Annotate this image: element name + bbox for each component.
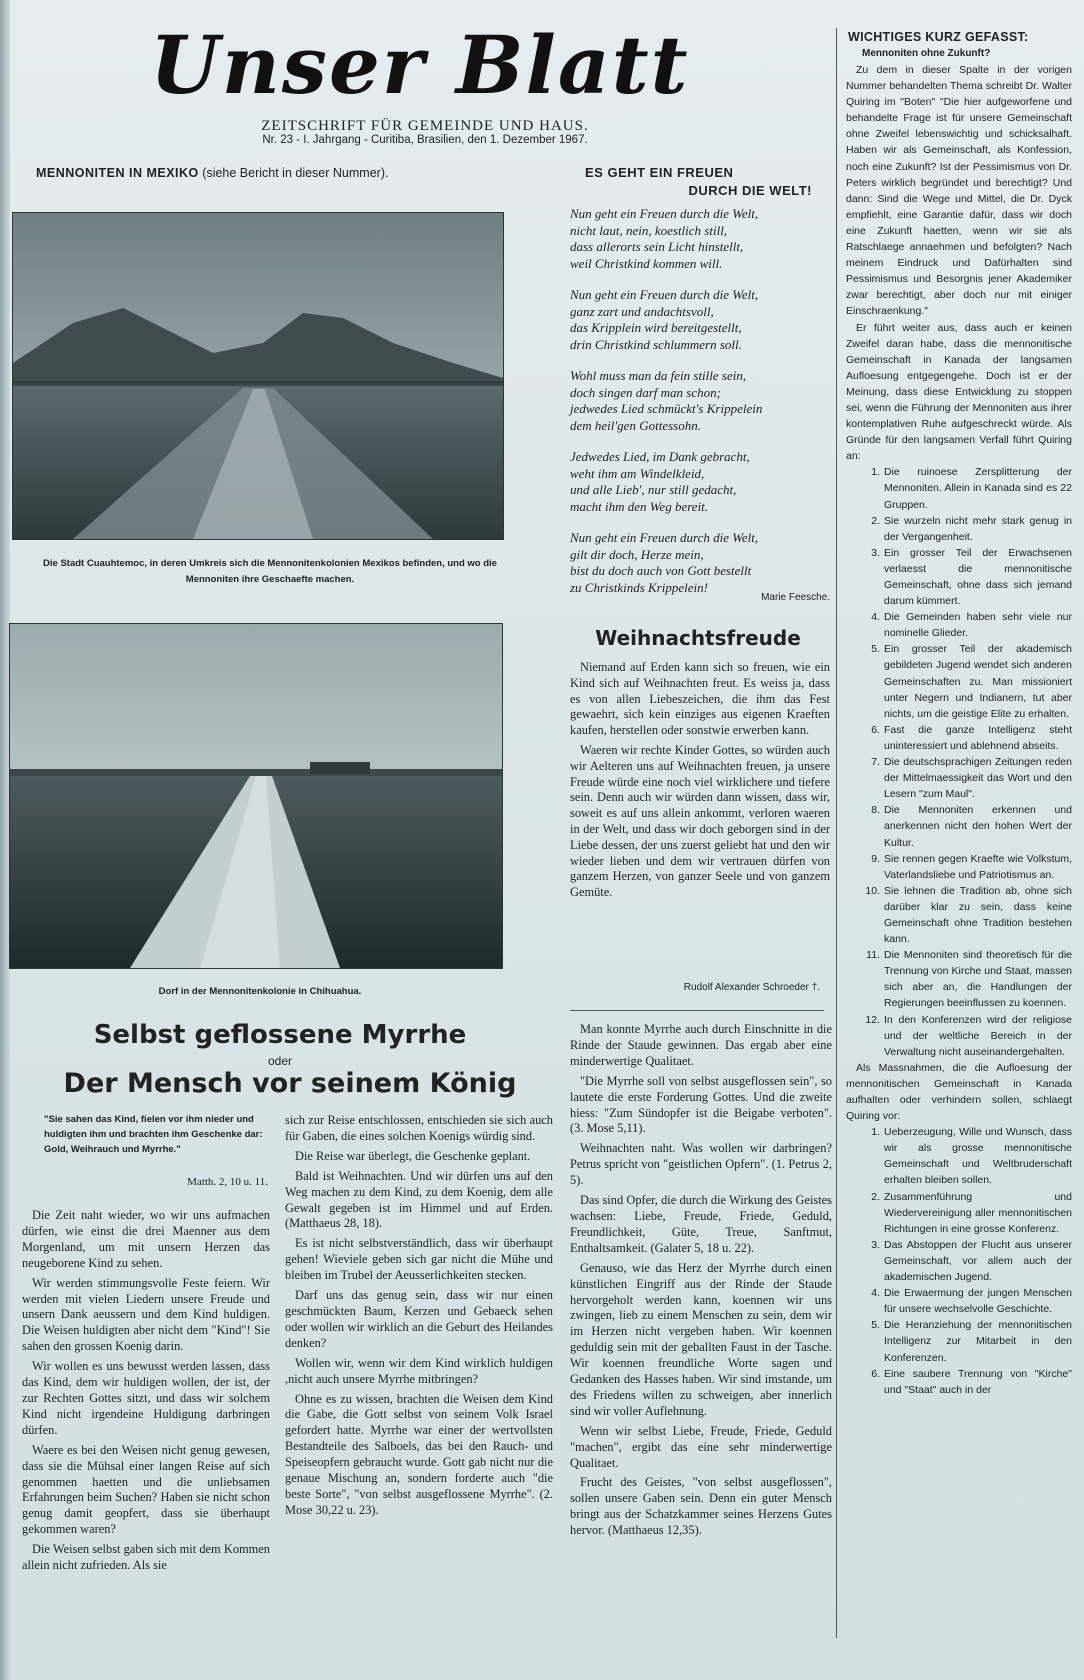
list-item <box>846 947 1072 1011</box>
list-number: 8. <box>871 804 880 817</box>
weihnachtsfreude-p2: Waeren wir rechte Kinder Gottes, so würden auch wir Aelteren uns auf Weihnachten freuen, ja unsere Freude würde eine noch viel wirklichere und tiefere sein. Denn auch wir würden dann wissen, dass wir, soweit es auf uns allein ankommt, verloren waeren in der Welt, und dass wir doch geborgen sind in der Liebe dessen, der uns zuerst geliebt hat und den wir wieder lieben und dem wir vertrauen dürfen von ganzem Herzen, von ganzer Seele und von ganzem Gemüte. <box>570 742 830 900</box>
weihnachtsfreude-body <box>570 660 830 905</box>
list-number: 10. <box>865 884 880 897</box>
poem-line: Wohl muss man da fein stille sein, <box>570 368 747 383</box>
poem-stanza <box>570 206 826 272</box>
divider-weihnachtsfreude <box>570 1010 824 1011</box>
list-text: Sie wurzeln nicht mehr stark genug in der Vergangenheit. <box>884 514 1072 543</box>
list-text: Die Gemeinden haben sehr viele nur nominelle Glieder. <box>884 611 1072 640</box>
myrrhe-c3-p2: "Die Myrrhe soll von selbst ausgeflossen sein", so lautete die erste Forderung Gottes. Und die zweite hiess: "Zum Sündopfer ist die Beigabe verboten". (3. Mose 5,11). <box>570 1073 832 1136</box>
poem-title-line2: DURCH DIE WELT! <box>688 183 812 198</box>
photo-chihuahua-village <box>9 623 503 969</box>
myrrhe-c1-p1: Die Zeit naht wieder, wo wir uns aufmachen dürfen, wie einst die drei Maenner aus dem Morgenland, um mit unsern Herzen das neugeborene Kind zu sehen. <box>22 1208 270 1270</box>
myrrhe-c3-p6: Wenn wir selbst Liebe, Freude, Friede, Geduld "machen", ergibt das eine sehr minderwertige Qualitaet. <box>570 1423 832 1470</box>
poem-line: Nun geht ein Freuen durch die Welt, <box>570 287 759 302</box>
list-item <box>846 1124 1072 1188</box>
list-number: 3. <box>871 1238 880 1251</box>
list-text: Ein grosser Teil der akademisch gebildeten Jugend wendet sich anderen Gemeinschaften zu. Man missioniert unter Negern und Indianern, tut aber nichts, um die geistige Elite zu erhalten. <box>884 643 1072 720</box>
poem-line: gilt dir doch, Herze mein, <box>570 546 704 562</box>
issue-line: Nr. 23 - I. Jahrgang - Curitiba, Brasilien, den 1. Dezember 1967. <box>262 134 588 146</box>
list-text: Die deutschsprachigen Zeitungen reden der Mittelmaessigkeit das Wort und den Lesern "zum Maul". <box>884 756 1072 801</box>
sidebar-measures-list <box>846 1124 1072 1398</box>
sidebar-subtitle: Mennoniten ohne Zukunft? <box>862 48 991 59</box>
myrrhe-c3-p3: Weihnachten naht. Was wollen wir darbringen? Petrus spricht von "geistlichen Opfern". (1. Petrus 2, 5). <box>570 1141 832 1188</box>
list-text: In den Konferenzen wird der religiose und der weltliche Bereich in der Verwaltung nicht auseinandergehalten. <box>884 1013 1072 1058</box>
photo1-caption: Die Stadt Cuauhtemoc, in deren Umkreis sich die Mennonitenkolonien Mexikos befinden, und wo die Mennoniten ihre Geschaefte machen. <box>43 558 497 585</box>
list-item <box>846 609 1072 641</box>
list-number: 2. <box>871 514 880 527</box>
myrrhe-epigraph-ref: Matth. 2, 10 u. 11. <box>187 1176 268 1188</box>
list-item <box>846 754 1072 802</box>
myrrhe-c1-p3: Wir wollen es uns bewusst werden lassen, dass das Kind, dem wir huldigen wollen, der ist, der zur Rechten Gottes sitzt, und dass wir solchem Kind nicht irgendeine Huldigung darbringen dürfen. <box>22 1359 270 1437</box>
sidebar-para3: Als Massnahmen, die die Aufloesung der mennonitischen Gemeinschaft in Kanada aufhalten oder verhindern sollen, schlaegt Quiring vor: <box>846 1061 1072 1123</box>
list-number: 9. <box>871 852 880 865</box>
poem-line: nicht laut, nein, koestlich still, <box>570 222 728 238</box>
list-number: 1. <box>871 1126 880 1139</box>
myrrhe-c2-p2: Die Reise war überlegt, die Geschenke geplant. <box>295 1148 531 1163</box>
myrrhe-c3-p4: Das sind Opfer, die durch die Wirkung des Geistes wachsen: Liebe, Freude, Friede, Geduld, Freundlichkeit, Güte, Treue, Sanftmut, Enthaltsamkeit. (Galater 5, 18 u. 22). <box>570 1193 832 1255</box>
myrrhe-c3-p5: Genauso, wie das Herz der Myrrhe durch einen künstlichen Eingriff aus der Rinde der Staude hervorgeholt werden kann, koennen wir uns zwingen, lieb zu einem Menschen zu sein, dem wir im Herzen nicht vergeben haben. Wir koennen geduldig sein mit der geballten Faust in der Tasche. Wir koennen freundliche Worte sagen und Gedanken des Hasses haben. Wir sind imstande, um des Friedens willen zu schweigen, aber innerlich sind wir voller Auflehnung. <box>570 1260 832 1418</box>
poem-title <box>560 164 812 200</box>
list-item <box>846 641 1072 721</box>
list-text: Die Erwaermung der jungen Menschen für unsere wechselvolle Geschichte. <box>884 1287 1072 1316</box>
list-text: Sie rennen gegen Kraefte wie Volkstum, Vaterlandsliebe und Patriotismus an. <box>884 852 1072 881</box>
poem-stanza <box>570 530 826 596</box>
list-text: Die Heranziehung der mennonitischen Intelligenz zur Mitarbeit in den Konferenzen. <box>884 1319 1072 1364</box>
list-number: 4. <box>871 1287 880 1300</box>
poem-line: Nun geht ein Freuen durch die Welt, <box>570 530 759 545</box>
photo-cuauhtemoc <box>12 212 504 540</box>
list-number: 12. <box>865 1013 880 1026</box>
list-item <box>846 883 1072 947</box>
poem-line: jedwedes Lied schmückt's Krippelein <box>570 401 763 416</box>
photo2-caption: Dorf in der Mennonitenkolonie in Chihuahua. <box>158 986 362 997</box>
list-number: 5. <box>871 643 880 656</box>
list-text: Die Mennoniten sind theoretisch für die Trennung von Kirche und Staat, massen sich aber an, die Handlungen der Regierungen beeinflussen zu koennen. <box>884 949 1072 1010</box>
poem-stanza <box>570 368 826 434</box>
myrrhe-oder: oder <box>267 1054 293 1068</box>
myrrhe-c1-p4: Waere es bei den Weisen nicht genug gewesen, dass sie die Mühsal einer langen Reise auf sich genommen haetten und die unliebsamen Erfahrungen beim Suchen? Haben sie nicht schon genug damit geopfert, dass sie überhaupt gekommen waren? <box>22 1442 270 1537</box>
list-number: 3. <box>871 546 880 559</box>
list-item <box>846 722 1072 754</box>
weihnachtsfreude-author: Rudolf Alexander Schroeder †. <box>683 982 820 993</box>
poem-line: bist du doch auch von Gott bestellt <box>570 563 752 578</box>
myrrhe-epigraph: "Sie sahen das Kind, fielen vor ihm nieder und huldigten ihm und brachten ihm Geschenke dar: Gold, Weihrauch und Myrrhe." <box>44 1114 263 1155</box>
poem-line: dass allerorts sein Licht hinstellt, <box>570 239 744 254</box>
weihnachtsfreude-title: Weihnachtsfreude <box>595 626 801 650</box>
myrrhe-title-line2: Der Mensch vor seinem König <box>63 1068 517 1099</box>
myrrhe-c2-p4: Es ist nicht selbstverständlich, dass wir überhaupt gehen! Wieviele geben sich gar nicht die Mühe und bleiben im Trubel der Aeusserlichkeiten stecken. <box>285 1236 553 1283</box>
poem-line: zu Christkinds Krippelein! <box>570 579 708 595</box>
list-item <box>846 1317 1072 1365</box>
list-text: Die Mennoniten erkennen und anerkennen nicht den hohen Wert der Kultur. <box>884 804 1072 849</box>
list-item <box>846 513 1072 545</box>
list-text: Ein grosser Teil der Erwachsenen verlaesst die mennonitische Gemeinschaft, ohne dass sich jemand darum kümmert. <box>884 546 1072 608</box>
list-item <box>846 1285 1072 1317</box>
myrrhe-column-3 <box>570 1022 832 1543</box>
sidebar-para2: Er führt weiter aus, dass auch er keinen Zweifel daran habe, dass die mennonitische Gemeinschaft in Kanada der langsamen Aufloesung entgegengehe. Doch ist er der Meinung, dass diese Entwicklung zu stoppen sei, wenn die Führung der Mennoniten aus ihrer kontemplativen Ruhe aufgeschreckt würde. Als Gründe für den langsamen Verfall führt Quiring an: <box>846 321 1072 463</box>
myrrhe-c2-p7: Ohne es zu wissen, brachten die Weisen dem Kind die Gabe, die Gott selbst von seinem Volk Israel gefordert hatte. Myrrhe war einer der wertvollsten Bestandteile des Salboels, das bei den Rauch- und Speiseopfern gebraucht wurde. Gott gab nicht nur die genaue Mischung an, sondern forderte auch "die beste Sorte", "von selbst ausgeflossene Myrrhe". (2. Mose 30,22 u. 23). <box>285 1391 553 1517</box>
sidebar-body <box>846 62 1072 1398</box>
poem-line: doch singen darf man schon; <box>570 384 721 400</box>
poem-author: Marie Feesche. <box>761 592 830 603</box>
list-item <box>846 1366 1072 1398</box>
poem-body <box>570 206 826 611</box>
list-number: 7. <box>871 756 880 769</box>
myrrhe-c2-p5: Darf uns das genug sein, dass wir nur einen geschmückten Baum, Kerzen und Gebaeck sehen oder wollen wir wirklich an die Geburt des Heilandes denken? <box>285 1288 553 1350</box>
myrrhe-c2-p3: Bald ist Weihnachten. Und wir dürfen uns auf den Weg machen zu dem Kind, zu dem Koenig, dem alle Gewalt gegeben ist im Himmel und auf Erden. (Matthaeus 28, 18). <box>285 1168 553 1231</box>
poem-line: Jedwedes Lied, im Dank gebracht, <box>570 449 750 464</box>
list-item <box>846 851 1072 883</box>
poem-line: macht ihm den Weg bereit. <box>570 498 709 514</box>
masthead-subtitle: ZEITSCHRIFT FÜR GEMEINDE UND HAUS. <box>261 118 589 134</box>
mexico-heading <box>36 166 556 180</box>
list-number: 6. <box>871 1367 880 1380</box>
list-number: 6. <box>871 723 880 736</box>
poem-line: weil Christkind kommen will. <box>570 255 723 271</box>
list-text: Sie lehnen die Tradition ab, ohne sich darüber klar zu sein, dass keine Gemeinschaft ohne Tradition bestehen kann. <box>884 884 1072 946</box>
poem-line: Nun geht ein Freuen durch die Welt, <box>570 206 759 221</box>
poem-line: ganz zart und andachtsvoll, <box>570 303 714 319</box>
list-text: Fast die ganze Intelligenz steht uninteressiert und ablehnend abseits. <box>884 723 1072 752</box>
mexico-heading-rest: (siehe Bericht in dieser Nummer). <box>202 166 389 180</box>
list-item <box>846 1189 1072 1237</box>
myrrhe-c2-p6: Wollen wir, wenn wir dem Kind wirklich huldigen ,nicht auch unsere Myrrhe mitbringen? <box>285 1355 553 1386</box>
list-number: 2. <box>871 1190 880 1203</box>
poem-line: weht ihm am Windelkleid, <box>570 465 705 481</box>
weihnachtsfreude-p1: Niemand auf Erden kann sich so freuen, wie ein Kind sich auf Weihnachten freut. Es weiss ja, dass es von allen Liebeszeichen, die ihm das Fest gewaehrt, sich kein einziges aus eigenen Kraeften kaufen, herstellen oder sonstwie erwerben kann. <box>570 660 830 738</box>
list-item <box>846 545 1072 609</box>
sidebar-intro: Zu dem in dieser Spalte in der vorigen Nummer behandelten Thema schreibt Dr. Walter Quiring im "Boten" "Die hier aufgeworfene und behandelte Frage ist für unsere Gemeinschaft ohne Zweifel lebenswichtig und schicksalhaft. Haben wir als Gemeinschaft, als Konfession, noch eine Zukunft? Ist der Pessimismus von Dr. Peters wirklich begründet und berechtigt? Und dann: Sind die Wege und Mittel, die Dr. Dyck empfiehlt, eine Garantie dafür, dass wir doch eine Zukunft haetten, wenn wir sie als Ratschlaege annaehmen und befolgten? Nach meinem Eindruck und Dafürhalten sind Pessimismus und Besorgnis jener Akademiker zwar berechtigt, aber doch nur mit einiger Einschraenkung." <box>846 64 1072 318</box>
poem-stanza <box>570 449 826 515</box>
myrrhe-c1-p2: Wir werden stimmungsvolle Feste feiern. Wir werden mit vielen Liedern unsere Freude und unsern Dank aeussern und dem Kind huldigen. Die Weisen huldigten aber nicht dem "Kind"! Sie sahen den grossen Koenig darin. <box>22 1275 270 1354</box>
myrrhe-c3-p7: Frucht des Geistes, "von selbst ausgeflossen", sollen unsere Gaben sein. Denn ein guter Mensch bringt aus der Schatzkammer seines Herzens Gutes hervor. (Matthaeus 12,35). <box>570 1475 832 1538</box>
sidebar-title: WICHTIGES KURZ GEFASST: <box>848 30 1029 44</box>
column-divider <box>836 28 837 1638</box>
poem-stanza <box>570 287 826 353</box>
poem-line: dem heil'gen Gottessohn. <box>570 417 701 433</box>
list-number: 11. <box>866 949 880 962</box>
sidebar-reasons-list <box>846 464 1072 1059</box>
myrrhe-title-line1: Selbst geflossene Myrrhe <box>93 1020 467 1050</box>
list-item <box>846 464 1072 512</box>
poem-line: und alle Lieb', nur still gedacht, <box>570 482 737 497</box>
myrrhe-c1-p5: Die Weisen selbst gaben sich mit dem Kommen allein nicht zufrieden. Als sie <box>22 1542 270 1573</box>
list-item <box>846 1012 1072 1060</box>
mexico-heading-bold: MENNONITEN IN MEXIKO <box>36 166 199 180</box>
poem-line: das Kripplein wird bereitgestellt, <box>570 320 742 335</box>
myrrhe-column-1 <box>22 1208 270 1578</box>
list-item <box>846 802 1072 850</box>
list-text: Das Abstoppen der Flucht aus unserer Gemeinschaft, vor allem auch der akademischen Jugend. <box>884 1238 1072 1284</box>
myrrhe-c2-p1: sich zur Reise entschlossen, entschieden sie sich auch für Gaben, die eines solchen Koenigs würdig sind. <box>285 1113 553 1143</box>
list-text: Die ruinoese Zersplitterung der Mennoniten. Allein in Kanada sind es 22 Gruppen. <box>884 466 1072 511</box>
list-text: Eine saubere Trennung von "Kirche" und "Staat" auch in der <box>884 1367 1072 1396</box>
masthead-title: Unser Blatt <box>150 18 690 112</box>
list-number: 1. <box>871 466 880 479</box>
list-number: 5. <box>871 1319 880 1332</box>
myrrhe-column-2 <box>285 1113 553 1523</box>
poem-title-line1: ES GEHT EIN FREUEN <box>585 165 734 180</box>
poem-line: drin Christkind schlummern soll. <box>570 336 742 352</box>
list-text: Zusammenführung und Wiedervereinigung aller mennonitischen Richtungen in eine grosse Konferenz. <box>884 1190 1072 1235</box>
list-number: 4. <box>871 611 880 624</box>
list-text: Ueberzeugung, Wille und Wunsch, dass wir als grosse mennonitische Gemeinschaft und Weltbruderschaft erhalten bleiben sollen. <box>884 1126 1072 1187</box>
myrrhe-c3-p1: Man konnte Myrrhe auch durch Einschnitte in die Rinde der Staude gewinnen. Das ergab aber eine minderwertige Qualitaet. <box>570 1022 832 1068</box>
list-item <box>846 1237 1072 1285</box>
